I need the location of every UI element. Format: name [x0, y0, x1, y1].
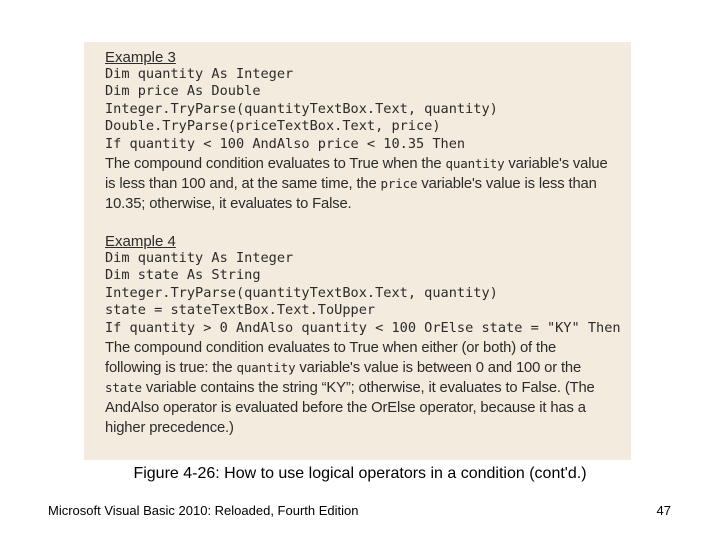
- code-line: Integer.TryParse(quantityTextBox.Text, quantity): [105, 284, 498, 301]
- code-line: Double.TryParse(priceTextBox.Text, price): [105, 118, 441, 135]
- code-line: Dim quantity As Integer: [105, 66, 294, 82]
- inline-code: state: [105, 379, 142, 395]
- desc-text: variable contains the string “KY”; otherwise, it evaluates to False. (The AndAlso operator is evaluated before the OrElse operator, because it has a higher precedence.): [105, 379, 595, 436]
- page-number: 47: [656, 503, 671, 518]
- inline-code: quantity: [236, 359, 296, 375]
- code-line: Integer.TryParse(quantityTextBox.Text, quantity): [105, 100, 498, 117]
- inline-code: price: [380, 175, 418, 191]
- code-line: Dim price As Double: [105, 83, 261, 100]
- desc-text: The compound condition evaluates to True when either (or both) of the following is true: the: [105, 339, 557, 376]
- example-3-description: [105, 154, 610, 214]
- example-4-heading: Example 4: [105, 232, 176, 250]
- code-line: state = stateTextBox.Text.ToUpper: [105, 302, 376, 319]
- code-line: Dim state As String: [105, 267, 261, 284]
- code-line: If quantity < 100 AndAlso price < 10.35 Then: [105, 135, 466, 152]
- figure-caption: Figure 4-26: How to use logical operators in a condition (cont'd.): [133, 465, 587, 482]
- book-title-footer: Microsoft Visual Basic 2010: Reloaded, Fourth Edition: [48, 503, 359, 518]
- desc-text: variable's value is less than 100 and, at the same time, the: [105, 155, 608, 192]
- inline-code: quantity: [445, 155, 505, 171]
- desc-text: The compound condition evaluates to True when the: [105, 155, 446, 172]
- example-3-heading: Example 3: [105, 49, 176, 66]
- code-example-panel: [84, 42, 631, 460]
- code-line: If quantity > 0 AndAlso quantity < 100 OrElse state = "KY" Then: [105, 319, 621, 336]
- desc-text: variable's value is less than 10.35; otherwise, it evaluates to False.: [105, 175, 597, 212]
- code-line: Dim quantity As Integer: [105, 249, 294, 266]
- desc-text: variable's value is between 0 and 100 or the: [295, 359, 582, 376]
- example-4-description: [105, 338, 610, 438]
